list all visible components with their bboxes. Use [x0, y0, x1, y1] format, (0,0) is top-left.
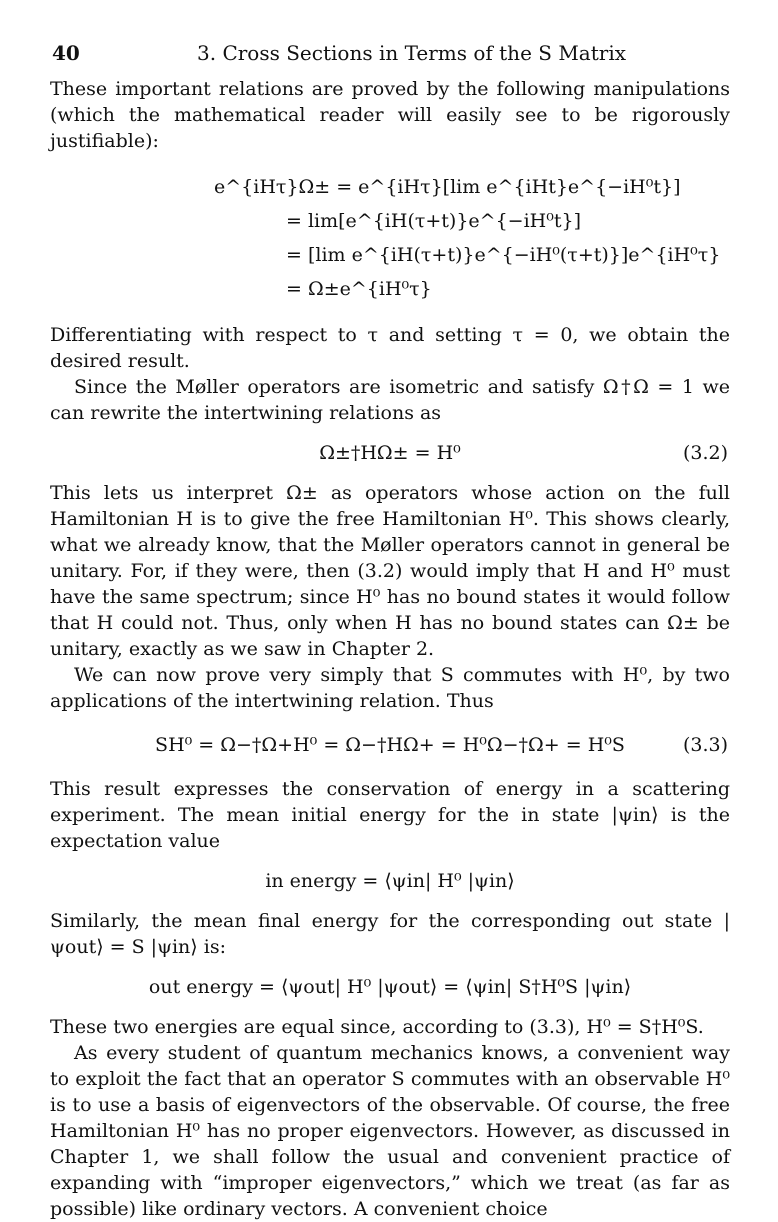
equation-text: Ω±†HΩ± = H⁰	[319, 442, 461, 464]
paragraph-interpretation: This lets us interpret Ω± as operators whose action on the full Hamiltonian H is to give the free Hamiltonian H⁰. This shows clearly, what we already know, that the Møller operators cannot in general be unitary. For, if they were, then (3.2) would imply that H and H⁰ must have the same spectrum; since H⁰ has no bound states it would follow that H could not. Thus, only when H has no bound states can Ω± be unitary, exactly as we saw in Chapter 2.	[50, 482, 730, 660]
equation-3-3	[50, 726, 730, 764]
derivation-line-4	[214, 272, 730, 306]
chapter-title: 3. Cross Sections in Terms of the S Matrix	[197, 41, 626, 65]
paragraph-conservation: This result expresses the conservation of energy in a scattering experiment. The mean initial energy for the in state |ψin⟩ is the expectation value	[50, 778, 730, 852]
derivation-line-text: = [lim e^{iH(τ+t)}e^{−iH⁰(τ+t)}]e^{iH⁰τ}	[286, 244, 721, 266]
derivation-line-text: e^{iHτ}Ω± = e^{iHτ}[lim e^{iHt}e^{−iH⁰t}]	[214, 176, 681, 198]
equation-3-2	[50, 434, 730, 472]
paragraph-differentiating: Differentiating with respect to τ and setting τ = 0, we obtain the desired result.	[50, 324, 730, 372]
paragraph-commutes: We can now prove very simply that S commutes with H⁰, by two applications of the intertwining relation. Thus	[50, 664, 730, 712]
derivation-block	[214, 170, 730, 306]
paragraph-intro: These important relations are proved by the following manipulations (which the mathematical reader will easily see to be rigorously justifiable):	[50, 78, 730, 152]
equation-number: (3.2)	[682, 442, 728, 464]
equation-out-energy	[50, 968, 730, 1006]
paragraph-eigenvectors: As every student of quantum mechanics knows, a convenient way to exploit the fact that an operator S commutes with an observable H⁰ is to use a basis of eigenvectors of the observable. Of course, the free Hamiltonian H⁰ has no proper eigenvectors. However, as discussed in Chapter 1, we shall follow the usual and convenient practice of expanding with “improper eigenvectors,” which we treat (as far as possible) like ordinary vectors. A convenient choice	[50, 1042, 730, 1220]
equation-text: SH⁰ = Ω−†Ω+H⁰ = Ω−†HΩ+ = H⁰Ω−†Ω+ = H⁰S	[155, 734, 625, 756]
equation-text: in energy = ⟨ψin| H⁰ |ψin⟩	[265, 870, 515, 892]
derivation-line-2	[214, 204, 730, 238]
derivation-line-text: = lim[e^{iH(τ+t)}e^{−iH⁰t}]	[286, 210, 581, 232]
equation-in-energy	[50, 862, 730, 900]
running-head	[52, 40, 732, 66]
equation-text: out energy = ⟨ψout| H⁰ |ψout⟩ = ⟨ψin| S†H⁰S |ψin⟩	[148, 976, 632, 998]
page-body	[50, 76, 730, 1222]
paragraph-similarly: Similarly, the mean final energy for the corresponding out state |ψout⟩ = S |ψin⟩ is:	[50, 910, 730, 958]
page-number: 40	[52, 41, 80, 65]
derivation-line-1	[214, 170, 730, 204]
derivation-line-3	[214, 238, 730, 272]
paragraph-energies-equal: These two energies are equal since, according to (3.3), H⁰ = S†H⁰S.	[50, 1016, 704, 1038]
derivation-line-text: = Ω±e^{iH⁰τ}	[286, 278, 432, 300]
equation-number: (3.3)	[682, 734, 728, 756]
paragraph-moller-isometric: Since the Møller operators are isometric and satisfy Ω†Ω = 1 we can rewrite the intertwining relations as	[50, 376, 730, 424]
